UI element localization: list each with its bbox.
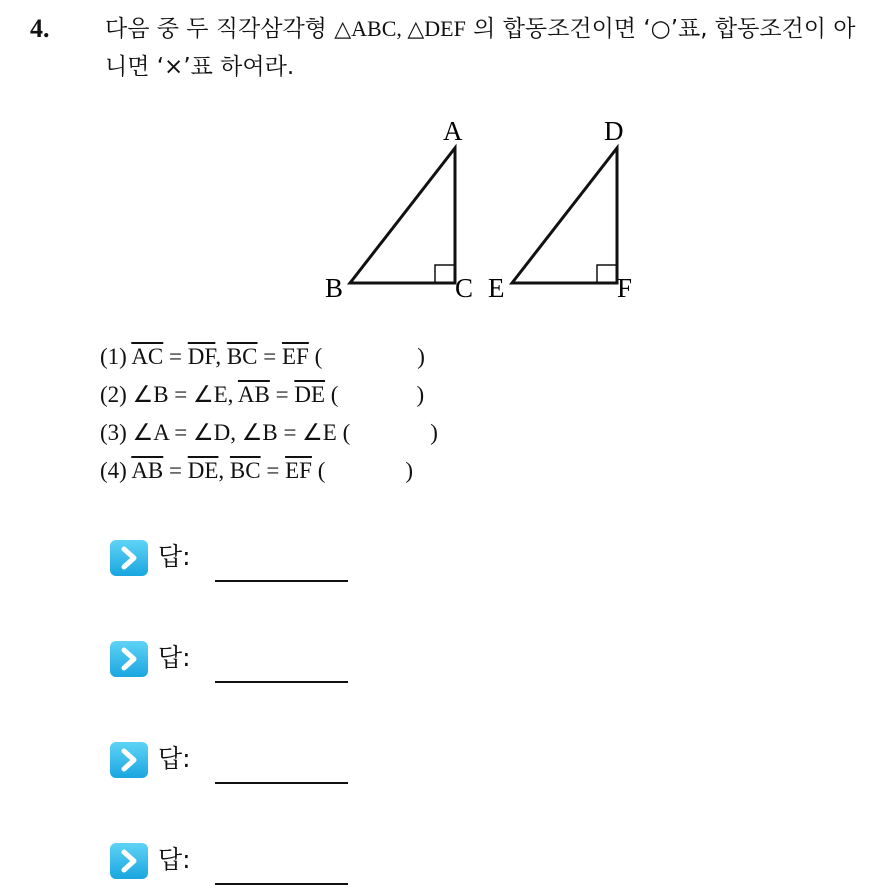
answer-input-line[interactable]: [215, 681, 348, 683]
triangles-figure: [320, 110, 660, 309]
answer-label: 답:: [158, 542, 191, 571]
option-text: (: [325, 382, 339, 407]
answer-input-line[interactable]: [215, 782, 348, 784]
question-text: [105, 10, 865, 86]
option-number: (1): [100, 344, 127, 369]
option-3: [100, 414, 438, 452]
triangle-names: △ABC, △DEF: [334, 16, 466, 41]
option-2: [100, 376, 438, 414]
label-d: D: [604, 116, 624, 146]
option-4: [100, 452, 438, 490]
option-number: (4): [100, 458, 127, 483]
segment-label: $\overline{BC}$: [229, 458, 261, 483]
chevron-right-icon: [110, 540, 148, 576]
label-a: A: [443, 116, 463, 146]
option-number: (2): [100, 382, 127, 407]
option-text: ,: [215, 344, 227, 369]
label-f: F: [617, 273, 633, 303]
chevron-right-icon: [110, 641, 148, 677]
option-text: =: [269, 382, 295, 407]
option-text: =: [260, 458, 286, 483]
option-text: =: [163, 458, 188, 483]
segment-label: $\overline{DE}$: [187, 458, 219, 483]
segment-label: $\overline{AB}$: [237, 382, 270, 407]
segment-label: $\overline{BC}$: [226, 344, 258, 369]
answer-label: 답:: [158, 845, 191, 874]
options-list: [100, 338, 438, 490]
label-b: B: [325, 273, 344, 303]
option-text: =: [163, 344, 188, 369]
option-text: ∠B = ∠E,: [132, 382, 238, 407]
option-number: (3): [100, 420, 127, 445]
close-paren: ): [416, 382, 425, 407]
label-e: E: [488, 273, 505, 303]
triangle-def: [512, 148, 617, 283]
close-paren: ): [405, 458, 414, 483]
right-angle-mark-f: [597, 265, 617, 283]
segment-label: $\overline{EF}$: [285, 458, 312, 483]
question-text-part1: 다음 중 두 직각삼각형: [105, 16, 335, 42]
segment-label: $\overline{DE}$: [294, 382, 326, 407]
segment-label: $\overline{AC}$: [131, 344, 164, 369]
right-angle-mark-c: [435, 265, 455, 283]
option-text: ,: [218, 458, 230, 483]
chevron-right-icon: [110, 742, 148, 778]
chevron-right-icon: [110, 843, 148, 879]
segment-label: $\overline{DF}$: [187, 344, 216, 369]
segment-label: $\overline{EF}$: [281, 344, 309, 369]
answer-label: 답:: [158, 744, 191, 773]
option-text: (: [308, 344, 323, 369]
option-text: =: [257, 344, 282, 369]
close-paren: ): [430, 420, 438, 445]
segment-label: $\overline{AB}$: [131, 458, 164, 483]
triangle-abc: [350, 148, 455, 283]
triangles-diagram: [320, 110, 660, 305]
answer-input-line[interactable]: [215, 883, 348, 885]
answer-input-line[interactable]: [215, 580, 348, 582]
label-c: C: [455, 273, 474, 303]
close-paren: ): [417, 344, 425, 369]
answer-label: 답:: [158, 643, 191, 672]
question-number: 4.: [30, 14, 50, 43]
option-text: ∠A = ∠D, ∠B = ∠E (: [132, 420, 351, 445]
option-1: [100, 338, 438, 376]
question-text-part2: 의 합동조건이면 ‘○’표, 합동조건이 아니면 ‘×’표 하여라.: [105, 16, 856, 80]
option-text: (: [311, 458, 326, 483]
